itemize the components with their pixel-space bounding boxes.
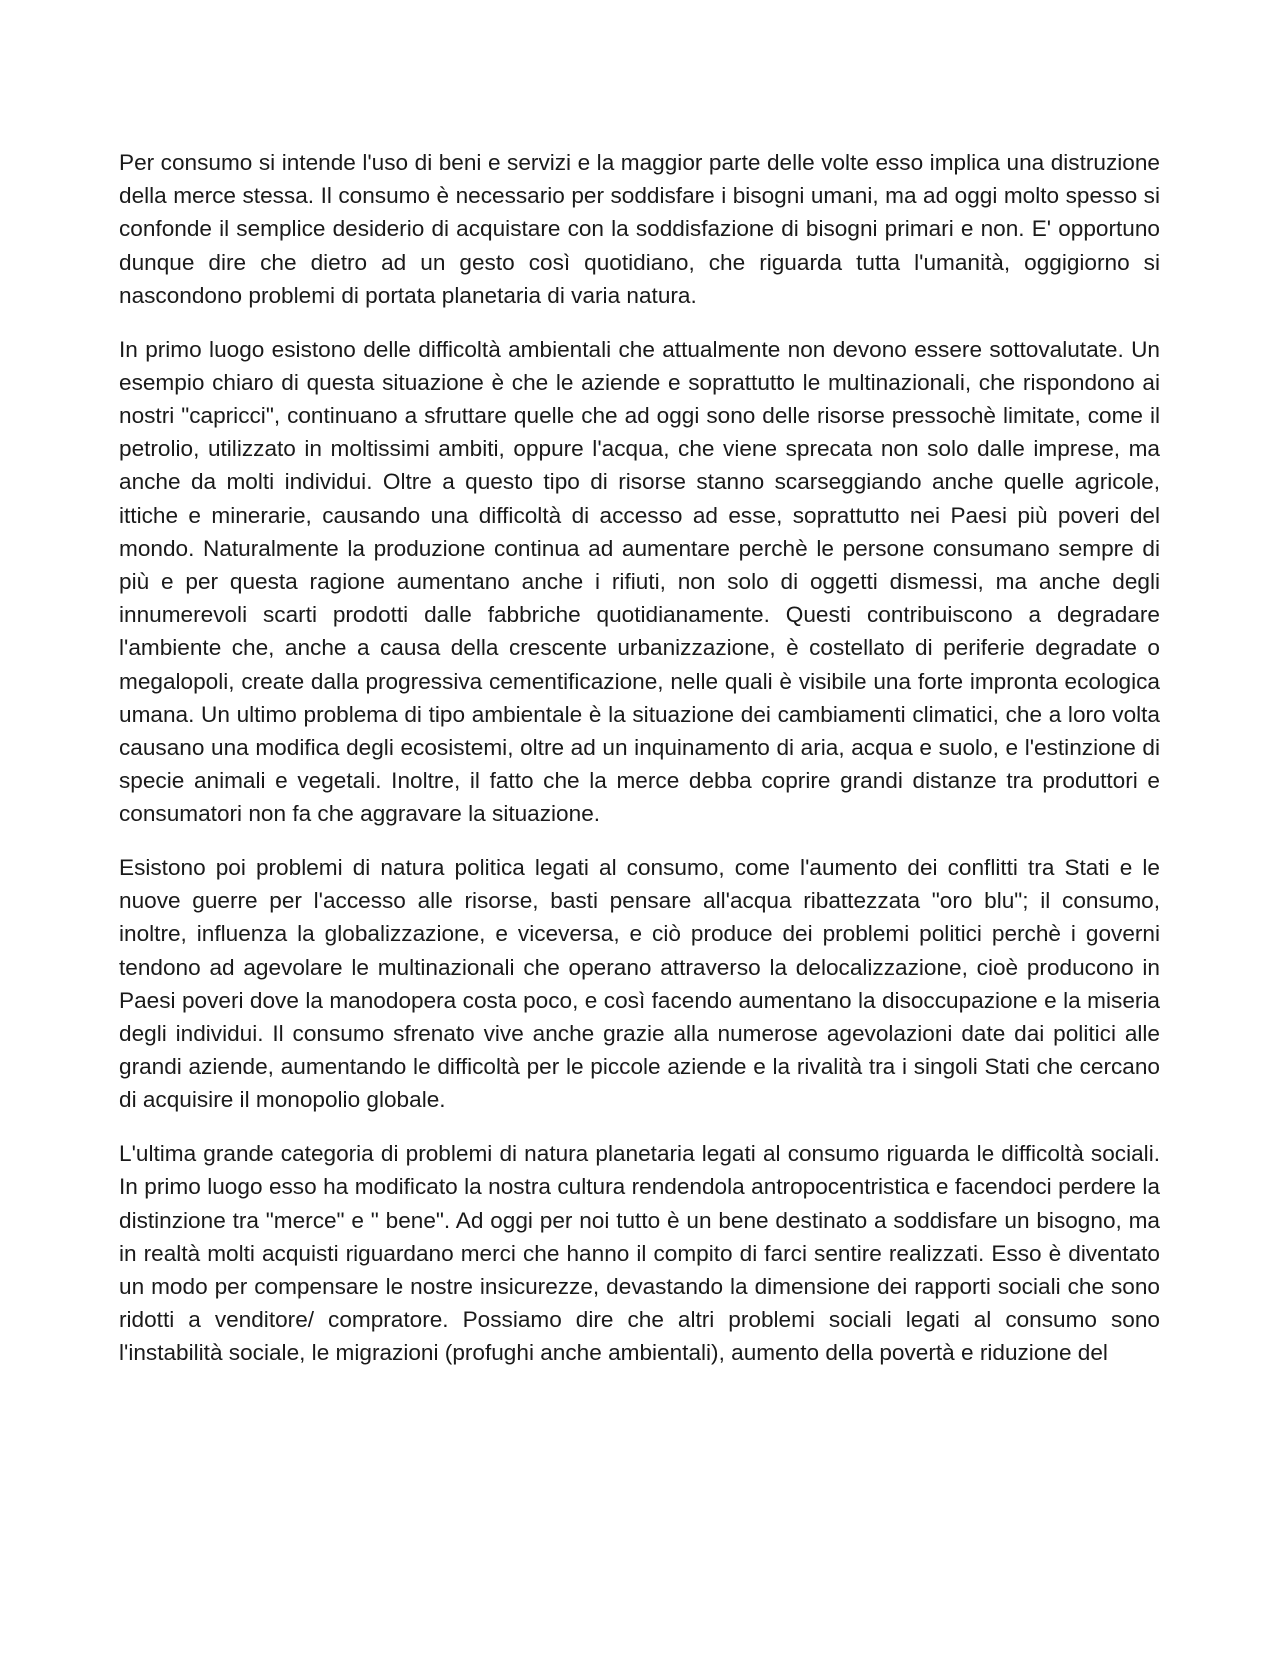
paragraph-social: L'ultima grande categoria di problemi di natura planetaria legati al consumo riguarda le difficoltà sociali. In primo luogo esso ha modificato la nostra cultura rendendola antropocentristica e facendoci perdere la distinzione tra "merce" e " bene". Ad oggi per noi tutto è un bene destinato a soddisfare un bisogno, ma in realtà molti acquisti riguardano merci che hanno il compito di farci sentire realizzati. Esso è diventato un modo per compensare le nostre insicurezze, devastando la dimensione dei rapporti sociali che sono ridotti a venditore/ compratore. Possiamo dire che altri problemi sociali legati al consumo sono l'instabilità sociale, le migrazioni (profughi anche ambientali), aumento della povertà e riduzione del: [119, 1141, 1160, 1366]
paragraph-political: Esistono poi problemi di natura politica legati al consumo, come l'aumento dei conflitti tra Stati e le nuove guerre per l'accesso alle risorse, basti pensare all'acqua ribattezzata "oro blu"; il consumo, inoltre, influenza la globalizzazione, e viceversa, e ciò produce dei problemi politici perchè i governi tendono ad agevolare le multinazionali che operano attraverso la delocalizzazione, cioè producono in Paesi poveri dove la manodopera costa poco, e così facendo aumentano la disoccupazione e la miseria degli individui. Il consumo sfrenato vive anche grazie alla numerose agevolazioni date dai politici alle grandi aziende, aumentando le difficoltà per le piccole aziende e la rivalità tra i singoli Stati che cercano di acquisire il monopolio globale.: [119, 855, 1160, 1113]
paragraph-environmental: In primo luogo esistono delle difficoltà ambientali che attualmente non devono essere sottovalutate. Un esempio chiaro di questa situazione è che le aziende e soprattutto le multinazionali, che rispondono ai nostri "capricci", continuano a sfruttare quelle che ad oggi sono delle risorse pressochè limitate, come il petrolio, utilizzato in moltissimi ambiti, oppure l'acqua, che viene sprecata non solo dalle imprese, ma anche da molti individui. Oltre a questo tipo di risorse stanno scarseggiando anche quelle agricole, ittiche e minerarie, causando una difficoltà di accesso ad esse, soprattutto nei Paesi più poveri del mondo. Naturalmente la produzione continua ad aumentare perchè le persone consumano sempre di più e per questa ragione aumentano anche i rifiuti, non solo di oggetti dismessi, ma anche degli innumerevoli scarti prodotti dalle fabbriche quotidianamente. Questi contribuiscono a degradare l'ambiente che, anche a causa della crescente urbanizzazione, è costellato di periferie degradate o megalopoli, create dalla progressiva cementificazione, nelle quali è visibile una forte impronta ecologica umana. Un ultimo problema di tipo ambientale è la situazione dei cambiamenti climatici, che a loro volta causano una modifica degli ecosistemi, oltre ad un inquinamento di aria, acqua e suolo, e l'estinzione di specie animali e vegetali. Inoltre, il fatto che la merce debba coprire grandi distanze tra produttori e consumatori non fa che aggravare la situazione.: [119, 336, 1160, 827]
paragraph-intro: Per consumo si intende l'uso di beni e servizi e la maggior parte delle volte esso implica una distruzione della merce stessa. Il consumo è necessario per soddisfare i bisogni umani, ma ad oggi molto spesso si confonde il semplice desiderio di acquistare con la soddisfazione di bisogni primari e non. E' opportuno dunque dire che dietro ad un gesto così quotidiano, che riguarda tutta l'umanità, oggigiorno si nascondono problemi di portata planetaria di varia natura.: [119, 150, 1160, 308]
document-page: [119, 146, 1160, 1390]
